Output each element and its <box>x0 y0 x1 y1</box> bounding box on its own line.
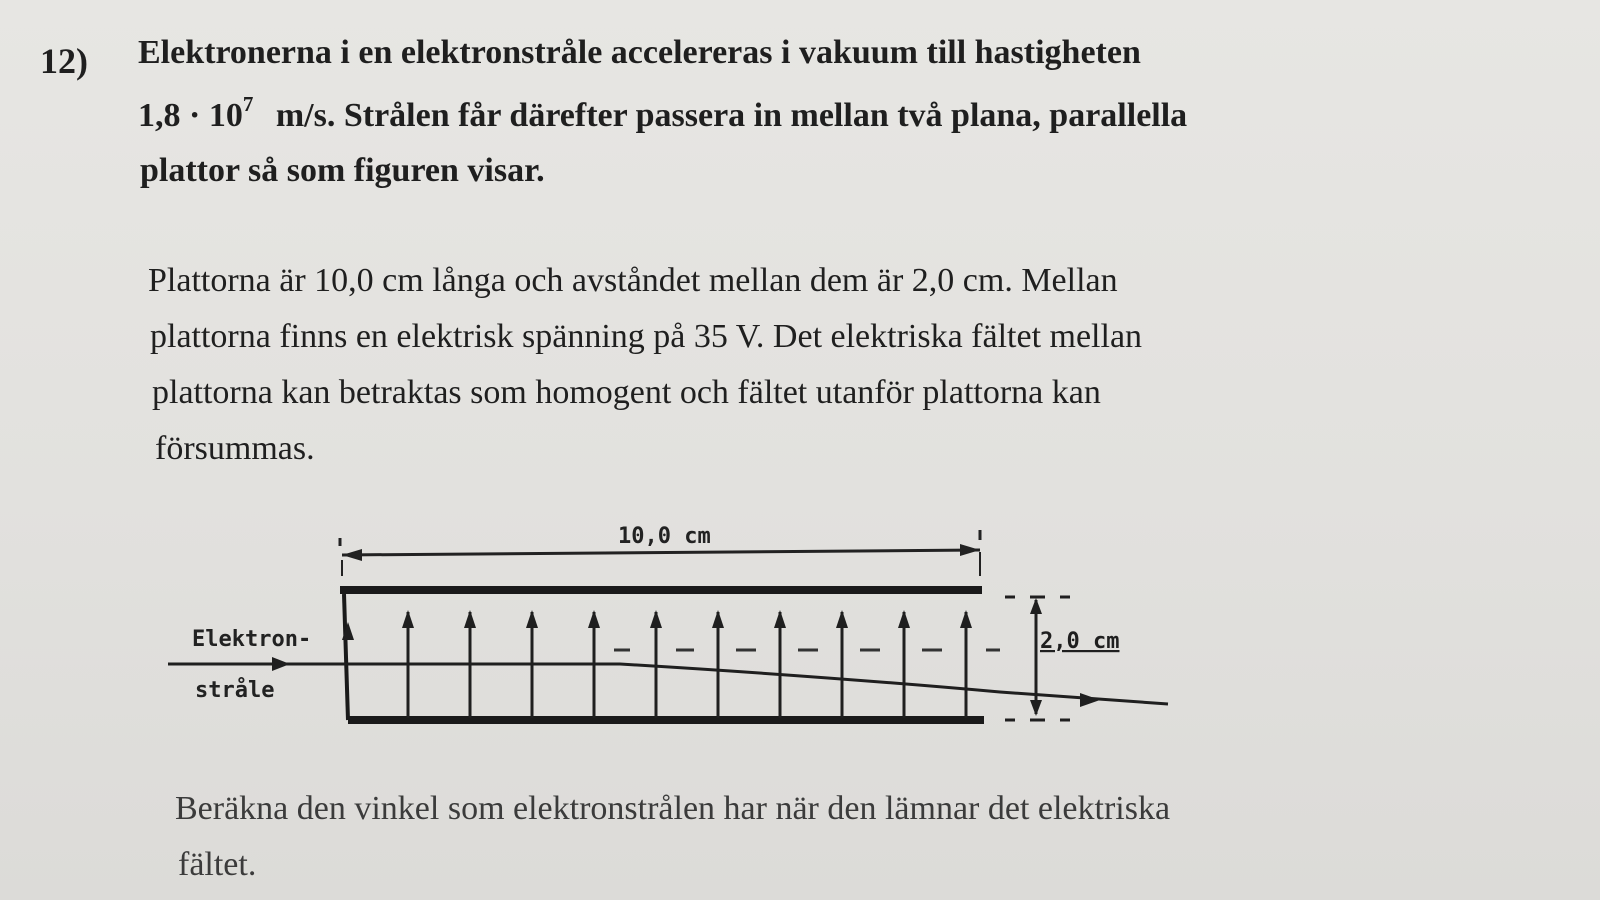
speed-value: 1,8 · 10 <box>138 97 243 134</box>
field-arrow <box>402 610 414 628</box>
beam-arrow-entry <box>272 657 290 671</box>
gap-label: 2,0 cm <box>1040 629 1120 654</box>
field-arrow <box>650 610 662 628</box>
paragraph-line-2: plattorna finns en elektrisk spänning på 35 V. Det elektriska fältet mellan <box>150 318 1143 355</box>
field-arrow <box>588 610 600 628</box>
field-arrow <box>898 610 910 628</box>
task-line-2: fältet. <box>178 846 257 883</box>
question-number: 12) <box>40 41 88 81</box>
length-dimension <box>340 524 980 576</box>
top-plate <box>340 586 982 594</box>
field-arrow <box>526 610 538 628</box>
length-label: 10,0 cm <box>618 524 711 549</box>
plates <box>340 586 984 724</box>
left-edge <box>344 594 348 720</box>
task-line-1: Beräkna den vinkel som elektronstrålen har när den lämnar det elektriska <box>175 790 1171 827</box>
field-arrow <box>712 610 724 628</box>
intro-line-1: Elektronerna i en elektronstråle accelereras i vakuum till hastigheten <box>138 34 1141 71</box>
paragraph-line-4: försummas. <box>155 430 315 467</box>
field-arrow <box>464 610 476 628</box>
intro-line-3: plattor så som figuren visar. <box>140 152 545 189</box>
electron-beam <box>168 627 1168 707</box>
bottom-plate <box>348 716 984 724</box>
beam-label-line-1: Elektron- <box>192 627 312 652</box>
field-arrow <box>774 610 786 628</box>
speed-exponent: 7 <box>242 92 254 116</box>
beam-arrow-exit <box>1080 693 1100 707</box>
paragraph-line-1: Plattorna är 10,0 cm långa och avståndet mellan dem är 2,0 cm. Mellan <box>148 262 1118 299</box>
paragraph-line-3: plattorna kan betraktas som homogent och fältet utanför plattorna kan <box>152 374 1101 411</box>
field-arrow <box>836 610 848 628</box>
field-arrow <box>960 610 972 628</box>
beam-label-line-2: stråle <box>195 678 275 703</box>
intro-line-2-text: m/s. Strålen får därefter passera in mellan två plana, parallella <box>275 97 1188 134</box>
